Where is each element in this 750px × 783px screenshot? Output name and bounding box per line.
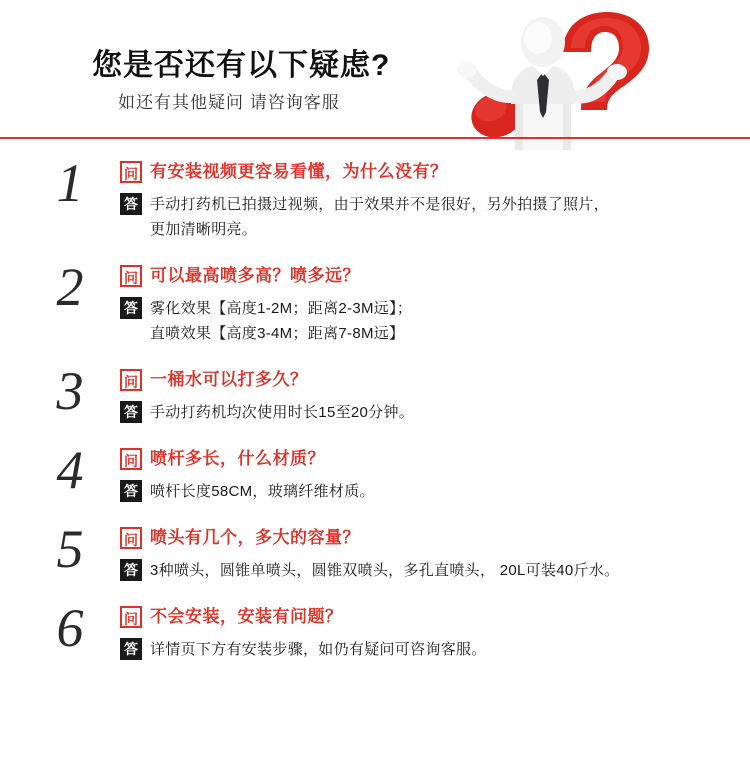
question-tag-icon: 问 (120, 527, 142, 549)
answer-tag-icon: 答 (120, 401, 142, 423)
faq-answer-row (120, 400, 710, 425)
faq-item (0, 437, 750, 516)
answer-tag-icon: 答 (120, 638, 142, 660)
faq-item (0, 595, 750, 674)
header-divider (0, 137, 750, 139)
faq-question-text: 喷杆多长，什么材质？ (150, 449, 325, 468)
question-tag-icon: 问 (120, 369, 142, 391)
answer-tag-icon: 答 (120, 297, 142, 319)
faq-index: 3 (56, 361, 84, 421)
faq-answer-row (120, 296, 710, 346)
faq-question-text: 不会安装，安装有问题？ (150, 607, 343, 626)
faq-answer-text (150, 400, 414, 425)
faq-answer-row (120, 558, 710, 583)
answer-tag-icon: 答 (120, 193, 142, 215)
faq-question-row (120, 526, 710, 550)
page-subtitle: 如还有其他疑问 请咨询客服 (118, 93, 340, 112)
faq-question-text: 喷头有几个，多大的容量？ (150, 528, 360, 547)
answer-tag-icon: 答 (120, 559, 142, 581)
faq-answer-row (120, 192, 710, 242)
faq-answer-line: 3种喷头，圆锥单喷头，圆锥双喷头，多孔直喷头， 20L可装40斤水。 (150, 562, 620, 579)
faq-question-text: 可以最高喷多高？喷多远？ (150, 266, 360, 285)
question-tag-icon: 问 (120, 448, 142, 470)
faq-answer-text (150, 637, 487, 662)
question-tag-icon: 问 (120, 265, 142, 287)
faq-item (0, 358, 750, 437)
question-mark-mascot-illustration (445, 0, 675, 150)
faq-question-row (120, 605, 710, 629)
faq-index: 4 (56, 440, 84, 500)
faq-answer-line: 手动打药机已拍摄过视频，由于效果并不是很好，另外拍摄了照片， (150, 196, 610, 213)
faq-answer-line: 详情页下方有安装步骤，如仍有疑问可咨询客服。 (150, 641, 487, 658)
question-tag-icon: 问 (120, 161, 142, 183)
faq-question-row (120, 160, 710, 184)
page-title: 您是否还有以下疑虑? (92, 49, 391, 82)
faq-item (0, 254, 750, 358)
question-tag-icon: 问 (120, 606, 142, 628)
faq-answer-text (150, 296, 412, 346)
faq-answer-text (150, 558, 619, 583)
faq-answer-line: 喷杆长度58CM，玻璃纤维材质。 (150, 483, 375, 500)
faq-answer-line: 直喷效果【高度3-4M；距离7-8M远】 (150, 325, 405, 342)
faq-question-row (120, 264, 710, 288)
faq-item (0, 516, 750, 595)
faq-answer-line: 更加清晰明亮。 (150, 221, 258, 238)
answer-tag-icon: 答 (120, 480, 142, 502)
faq-list (0, 150, 750, 674)
faq-answer-line: 雾化效果【高度1-2M；距离2-3M远】； (150, 300, 413, 317)
faq-index: 5 (56, 519, 84, 579)
faq-answer-row (120, 637, 710, 662)
faq-index: 2 (56, 257, 84, 317)
faq-answer-text (150, 192, 609, 242)
faq-question-row (120, 447, 710, 471)
page-header (0, 0, 750, 140)
faq-answer-line: 手动打药机均次使用时长15至20分钟。 (150, 404, 415, 421)
faq-answer-text (150, 479, 375, 504)
faq-question-text: 一桶水可以打多久？ (150, 370, 308, 389)
faq-item (0, 150, 750, 254)
faq-index: 1 (56, 153, 84, 213)
faq-question-text: 有安装视频更容易看懂，为什么没有？ (150, 162, 448, 181)
faq-index: 6 (56, 598, 84, 658)
faq-answer-row (120, 479, 710, 504)
faq-question-row (120, 368, 710, 392)
